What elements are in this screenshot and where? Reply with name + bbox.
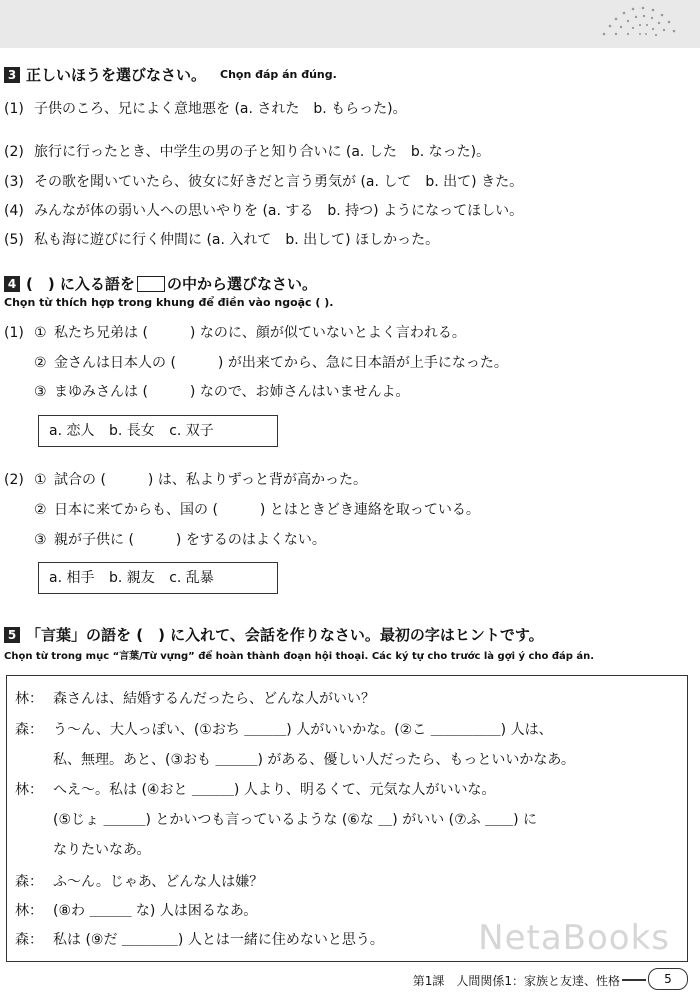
section-4-heading: 4 ( ) に入る語を の中から選びなさい。 Chọn từ thích hợp trong khung để điền vào ngoặc ( ). [4, 275, 334, 309]
section-instruction-vi: Chọn từ trong mục “言葉/Từ vựng” để hoàn thành đoạn hội thoại. Các ký tự cho trước là gợi ý cho đáp án. [4, 651, 595, 662]
option: c. 双子 [169, 423, 214, 439]
section-3-heading [4, 64, 337, 85]
question-line: (5) 私も海に遊びに行く仲間に (a. 入れて b. 出して) ほしかった。 [4, 232, 440, 248]
decorative-dots-icon [598, 4, 678, 38]
section-number: 5 [4, 627, 20, 643]
option: a. 恋人 [49, 423, 95, 439]
question-line: (1) ① 私たち兄弟は ( ) なのに、顔が似ていないとよく言われる。 [4, 325, 466, 341]
section-number: 3 [4, 67, 20, 83]
page-number: 5 [648, 968, 688, 990]
dialog-line: 森： う～ん、大人っぽい、(①おち ＿＿＿) 人がいいかな。(②こ ＿＿＿＿＿) 人は、 [15, 722, 553, 738]
option: c. 乱暴 [169, 570, 214, 586]
dialog-line: (⑤じょ ＿＿＿) とかいつも言っているような (⑥な ＿) がいい (⑦ふ ＿＿) に [53, 812, 538, 828]
question-line: ③ まゆみさんは ( ) なので、お姉さんはいませんよ。 [34, 384, 410, 400]
header-band [0, 0, 700, 48]
question-line: ② 金さんは日本人の ( ) が出来てから、急に日本語が上手になった。 [34, 355, 508, 371]
dialog-line: 私、無理。あと、(③おも ＿＿＿) がある、優しい人だったら、もっといいかなあ。 [53, 752, 575, 768]
dialog-line: 森： 私は (⑨だ ＿＿＿＿) 人とは一緒に住めないと思う。 [15, 932, 384, 948]
option: a. 相手 [49, 570, 95, 586]
chapter-title: 第1課 人間関係1：家族と友達、性格 [412, 974, 620, 988]
section-number: 4 [4, 276, 20, 292]
question-line: (1) 子供のころ、兄によく意地悪を (a. された b. もらった)。 [4, 101, 407, 117]
question-line: (4) みんなが体の弱い人への思いやりを (a. する b. 持つ) ようになってほしい。 [4, 203, 524, 219]
dialog-line: なりたいなあ。 [53, 842, 151, 858]
dialog-line: 森： ふ～ん。じゃあ、どんな人は嫌？ [15, 874, 264, 890]
section-instruction-vi: Chọn từ thích hợp trong khung để điền vào ngoặc ( ). [4, 296, 334, 309]
word-box-icon [137, 276, 165, 292]
dialog-line: 林： (⑧わ ＿＿＿ な) 人は困るなあ。 [15, 903, 258, 919]
dialog-line: 林： へえ～。私は (④おと ＿＿＿) 人より、明るくて、元気な人がいいな。 [15, 782, 496, 798]
question-line: ③ 親が子供に ( ) をするのはよくない。 [34, 532, 326, 548]
question-line: ② 日本に来てからも、国の ( ) とはときどき連絡を取っている。 [34, 502, 480, 518]
dialog-line: 林： 森さんは、結婚するんだったら、どんな人がいい？ [15, 691, 375, 707]
question-line: (2) ① 試合の ( ) は、私よりずっと背が高かった。 [4, 472, 367, 488]
section-title: 「言葉」の語を ( ) に入れて、会話を作りなさい。最初の字はヒントです。 [26, 626, 544, 644]
watermark-logo: NetaBooks [478, 918, 670, 958]
word-options-box [38, 415, 278, 447]
question-line: (3) その歌を聞いていたら、彼女に好きだと言う勇気が (a. して b. 出て) きた。 [4, 174, 524, 190]
option: b. 長女 [108, 423, 155, 439]
footer-divider [622, 979, 646, 981]
word-options-box [38, 562, 278, 594]
question-line: (2) 旅行に行ったとき、中学生の男の子と知り合いに (a. した b. なった)。 [4, 144, 491, 160]
section-5-heading [4, 624, 594, 662]
section-title: 正しいほうを選びなさい。 [26, 66, 207, 84]
option: b. 親友 [108, 570, 155, 586]
section-instruction-vi: Chọn đáp án đúng. [220, 68, 337, 81]
page-footer [0, 966, 700, 993]
